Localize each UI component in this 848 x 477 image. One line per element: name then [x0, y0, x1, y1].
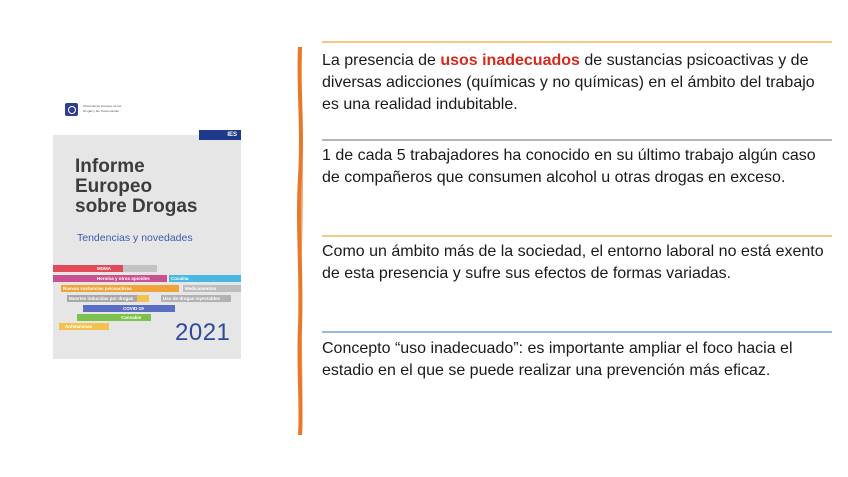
- block-1-top-rule: [322, 41, 832, 43]
- statement-block-2: 1 de cada 5 trabajadores ha conocido en su último trabajo algún caso de compañeros que consumen alcohol u otras drogas en exceso.: [322, 147, 816, 186]
- cover-title-line-2: Europeo: [75, 176, 153, 197]
- org-name-line-2: Drogas y las Toxicomanías: [83, 109, 119, 113]
- statement-block-1: [322, 50, 832, 116]
- statement-block-3: Como un ámbito más de la sociedad, el entorno laboral no está exento de esta presencia y sufre sus efectos de formas variadas.: [322, 243, 824, 282]
- block-3-top-rule: [322, 235, 832, 237]
- stripe-muertes: Muertes inducidas por drogas: [67, 295, 137, 302]
- stripe-medicamentos: Medicamentos: [183, 285, 241, 292]
- stripe-cannabis: Cannabis: [77, 314, 151, 321]
- stripe-nsp: Nuevas sustancias psicoactivas: [61, 285, 179, 292]
- emcdda-logo: [65, 103, 78, 116]
- stripe-anfetaminas: Anfetaminas: [59, 323, 109, 330]
- stripe-cocaina: Cocaína: [169, 275, 241, 282]
- block-1-post: de sustancias psicoactivas y de diversas adicciones (químicas y no químicas) en el ámbito del trabajo es una realidad indubitable.: [322, 52, 815, 113]
- stripe-yellow-a: [137, 295, 149, 302]
- cover-title-line-3: sobre Drogas: [75, 196, 198, 217]
- cover-title: [75, 157, 197, 217]
- org-name-line-1: Observatorio Europeo de las: [83, 104, 122, 108]
- stripe-grey-a: [123, 265, 157, 272]
- orange-divider-line: [294, 47, 308, 435]
- highlight-usos-inadecuados: usos inadecuados: [440, 52, 580, 69]
- report-cover: [53, 97, 241, 359]
- block-1-pre: La presencia de: [322, 52, 441, 69]
- stripe-heroina: Heroína y otros opioides: [53, 275, 167, 282]
- block-2-top-rule: [322, 139, 832, 141]
- stripe-covid: COVID-19: [83, 305, 175, 312]
- cover-title-line-1: Informe: [75, 156, 145, 177]
- stripe-inyectables: Uso de drogas inyectables: [161, 295, 231, 302]
- cover-subtitle: Tendencias y novedades: [77, 232, 193, 244]
- cover-year: 2021: [175, 319, 231, 346]
- statement-block-4: Concepto “uso inadecuado”: es importante ampliar el foco hacia el estadio en el que se puede realizar una prevención más eficaz.: [322, 340, 793, 379]
- cover-tag: IES: [199, 130, 241, 140]
- stripe-mdma: MDMA: [53, 265, 123, 272]
- block-4-top-rule: [322, 331, 832, 333]
